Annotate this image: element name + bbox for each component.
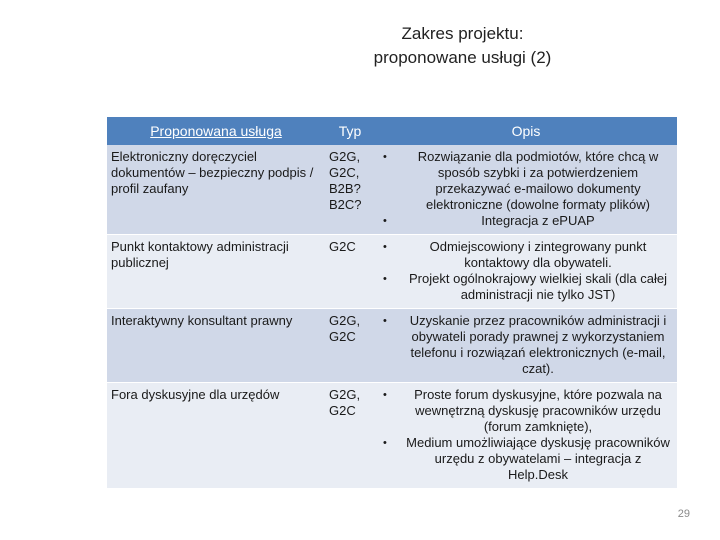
service-description	[375, 145, 677, 235]
description-bullet: • Integracja z ePUAP	[379, 213, 671, 229]
type-value: B2C?	[329, 197, 362, 212]
type-value: G2C	[329, 239, 356, 254]
type-value: G2C,	[329, 165, 360, 180]
service-name: Punkt kontaktowy administracji publicznej	[107, 235, 325, 309]
table-row	[107, 309, 677, 383]
description-bullet: • Proste forum dyskusyjne, które pozwala na wewnętrzną dyskusję pracowników urzędu (forum zamknięte),	[379, 387, 671, 435]
description-bullet: • Projekt ogólnokrajowy wielkiej skali (dla całej administracji nie tylko JST)	[379, 271, 671, 303]
type-value: G2C	[329, 329, 356, 344]
table-row	[107, 383, 677, 489]
service-type	[325, 309, 375, 383]
description-bullet: • Rozwiązanie dla podmiotów, które chcą w sposób szybki i za potwierdzeniem przekazywać e-mailowo dokumenty elektroniczne (dowolne formaty plików)	[379, 149, 671, 213]
slide-title-line-2: proponowane usługi (2)	[373, 48, 552, 67]
description-bullet: • Odmiejscowiony i zintegrowany punkt kontaktowy dla obywateli.	[379, 239, 671, 271]
table-row	[107, 145, 677, 235]
header-type: Typ	[325, 117, 375, 145]
type-value: G2C	[329, 403, 356, 418]
service-description	[375, 383, 677, 489]
service-type	[325, 145, 375, 235]
type-value: G2G,	[329, 149, 361, 164]
page-number: 29	[677, 508, 690, 520]
service-name: Elektroniczny doręczyciel dokumentów – bezpieczny podpis / profil zaufany	[107, 145, 325, 235]
table-header-row	[107, 117, 677, 145]
description-bullet: • Uzyskanie przez pracowników administracji i obywateli porady prawnej z wykorzystaniem telefonu i rozwiązań elektronicznych (e-mail, czat).	[379, 313, 671, 377]
table-row	[107, 235, 677, 309]
slide-title-line-1: Zakres projektu:	[401, 24, 524, 43]
type-value: B2B?	[329, 181, 361, 196]
service-name: Interaktywny konsultant prawny	[107, 309, 325, 383]
service-type	[325, 235, 375, 309]
service-type	[325, 383, 375, 489]
service-description	[375, 309, 677, 383]
header-description: Opis	[375, 117, 677, 145]
service-description	[375, 235, 677, 309]
description-bullet: • Medium umożliwiające dyskusję pracowników urzędu z obywatelami – integracja z Help.Desk	[379, 435, 671, 483]
service-name: Fora dyskusyjne dla urzędów	[107, 383, 325, 489]
services-table	[107, 117, 677, 489]
header-service: Proponowana usługa	[107, 117, 325, 145]
type-value: G2G,	[329, 313, 361, 328]
slide-title	[330, 22, 595, 70]
type-value: G2G,	[329, 387, 361, 402]
